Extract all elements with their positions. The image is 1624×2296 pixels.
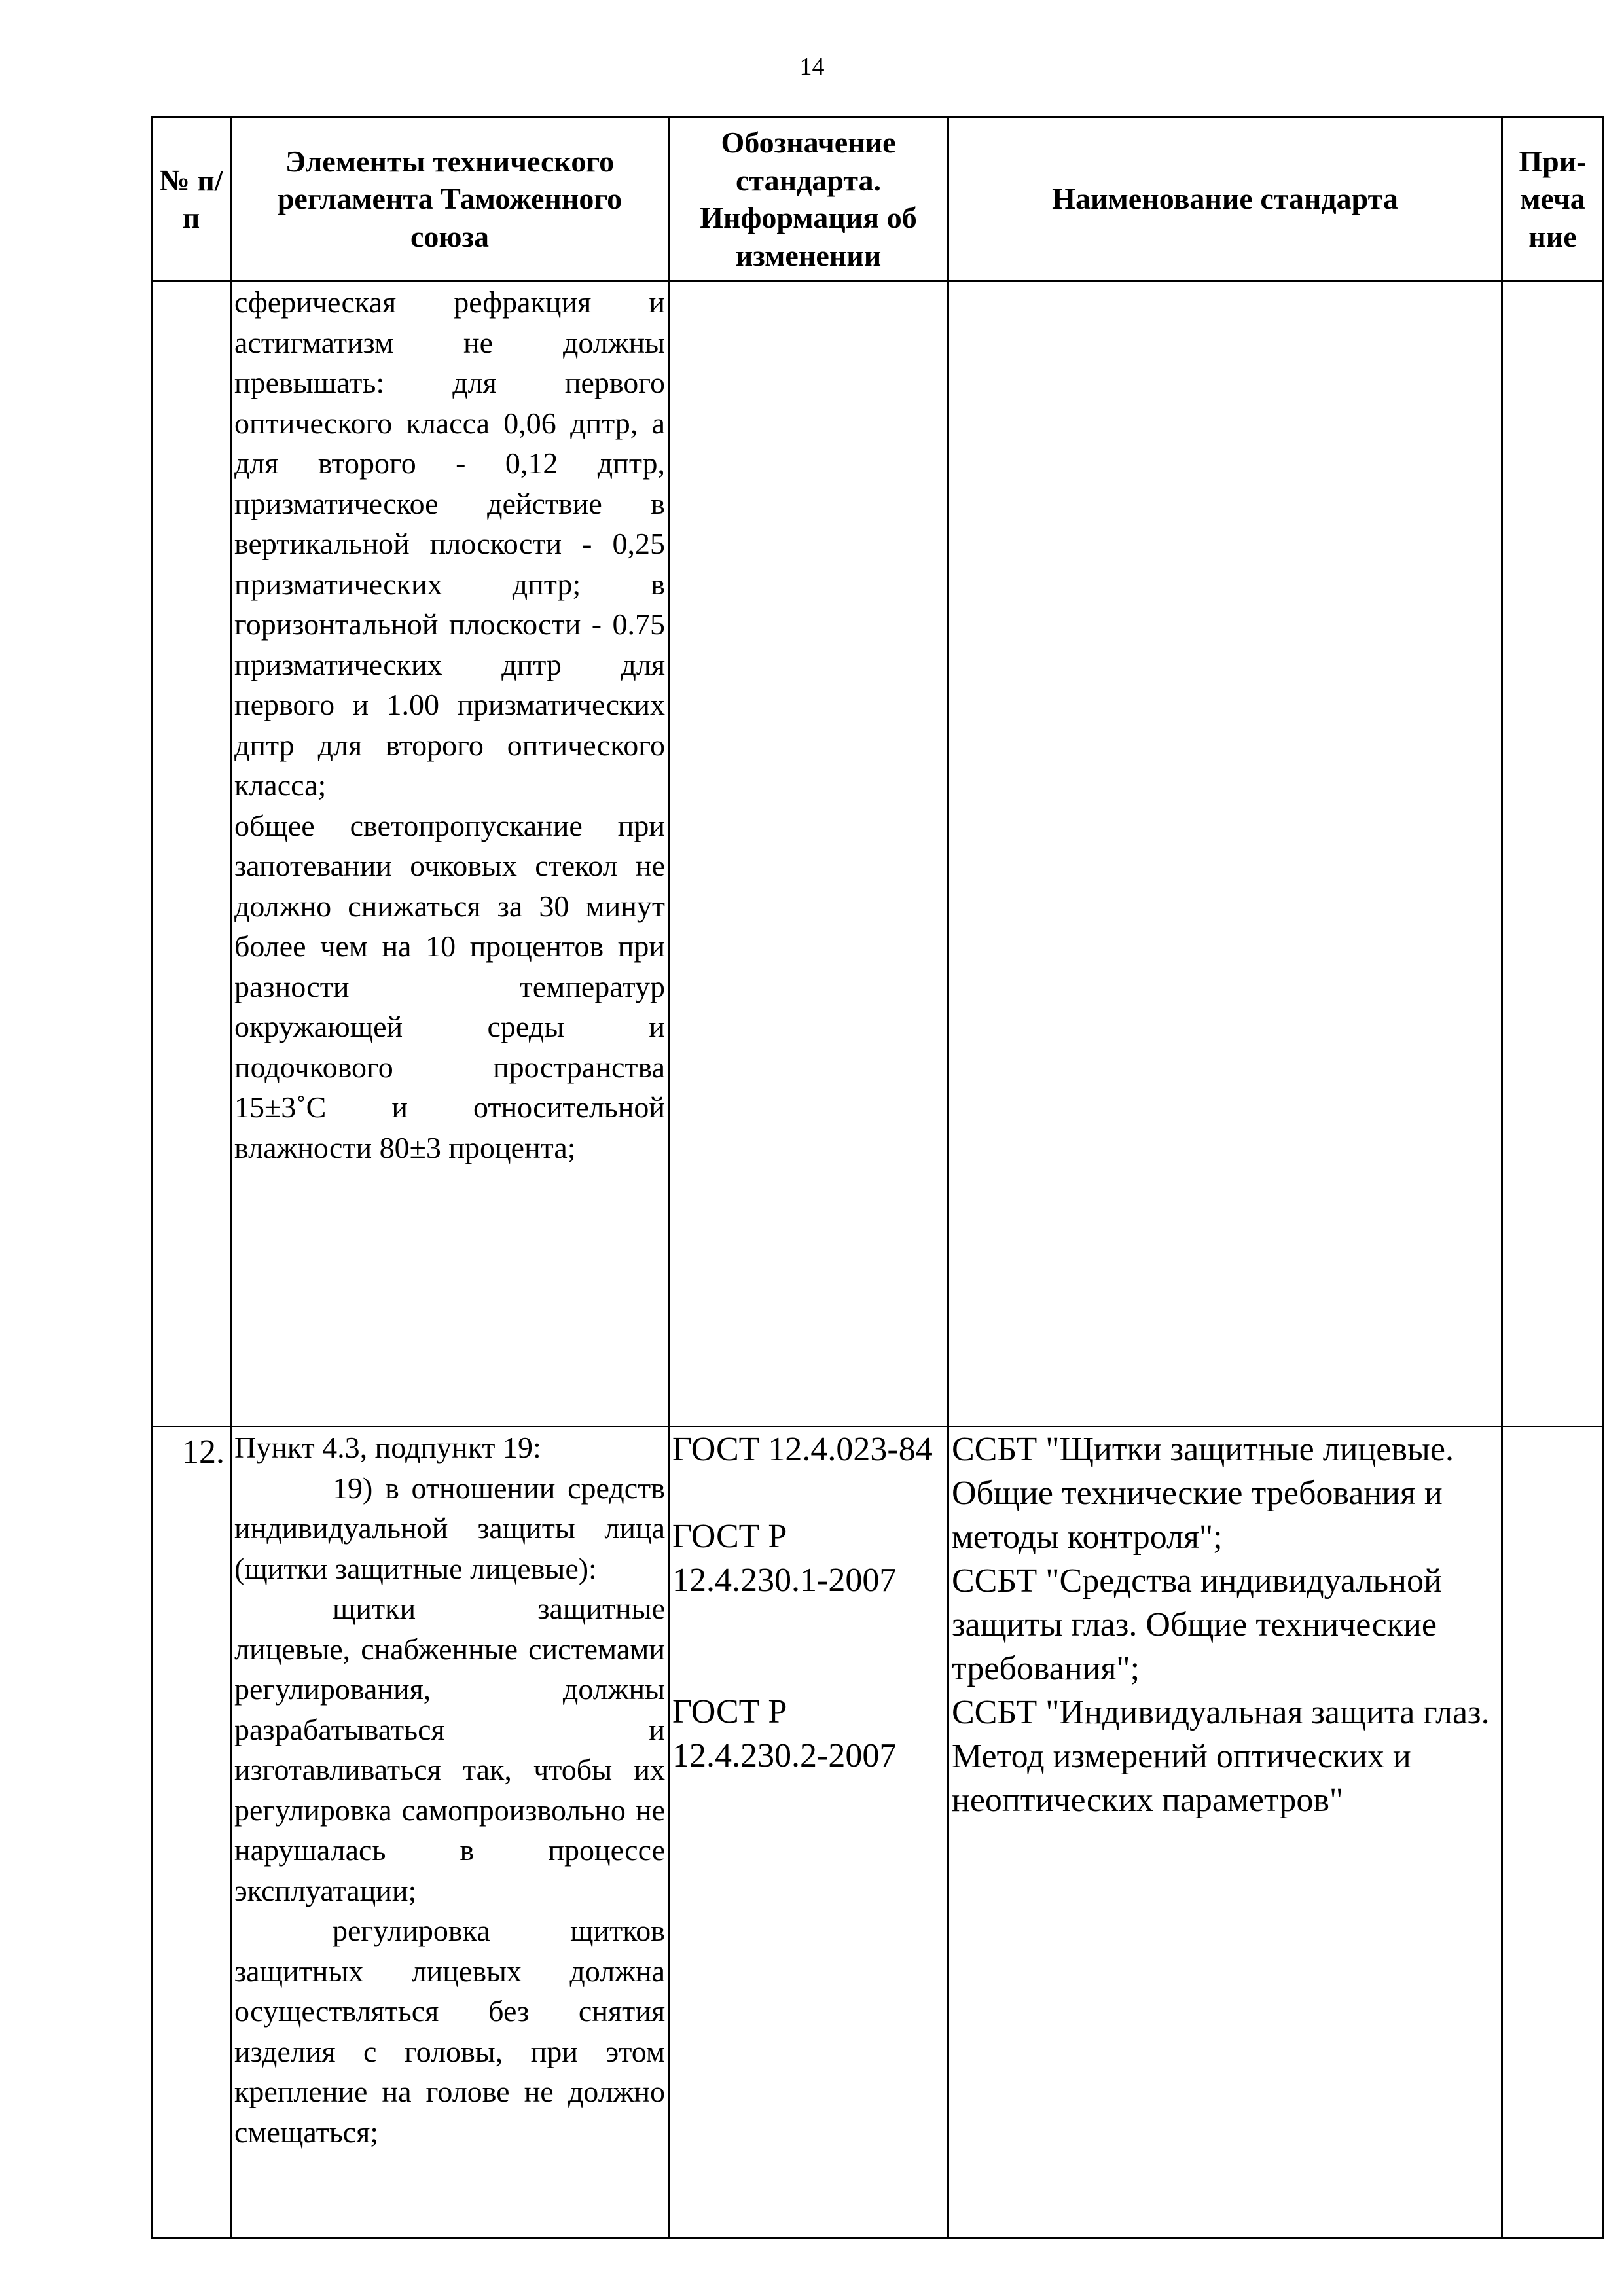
cell-note bbox=[1502, 1427, 1604, 2238]
header-standard-name: Наименование стандарта bbox=[948, 117, 1502, 281]
standard-name-item: ССБТ "Средства индивидуальной защиты глаз. Общие технические требования"; bbox=[952, 1562, 1442, 1687]
table-header-row bbox=[152, 117, 1604, 281]
cell-elements bbox=[231, 1427, 669, 2238]
cell-number bbox=[152, 281, 231, 1427]
cell-number: 12. bbox=[152, 1427, 231, 2238]
header-note: При-меча ние bbox=[1502, 117, 1604, 281]
elements-paragraph: общее светопропускание при запотевании очковых стекол не должно снижаться за 30 минут более чем на 10 процентов при разности температур окружающей среды и подочкового пространства 15±3˚С и относительной влажности 80±3 процента; bbox=[234, 808, 665, 1164]
elements-paragraph: сферическая рефракция и астигматизм не должны превышать: для первого оптического класса 0,06 дптр, а для второго - 0,12 дптр, призматическое действие в вертикальной плоскости - 0,25 призматических дптр; в горизонтальной плоскости - 0.75 призматических дптр для первого и 1.00 призматических дптр для второго оптического класса; bbox=[234, 285, 665, 802]
cell-standard-name bbox=[948, 281, 1502, 1427]
header-elements: Элементы технического регламента Таможенного союза bbox=[231, 117, 669, 281]
table-row bbox=[152, 281, 1604, 1427]
designation-item: ГОСТ Р 12.4.230.2-2007 bbox=[672, 1693, 897, 1774]
elements-paragraph: 19) в отношении средств индивидуальной защиты лица (щитки защитные лицевые): bbox=[234, 1471, 665, 1585]
designation-item: ГОСТ Р 12.4.230.1-2007 bbox=[672, 1518, 897, 1599]
header-number: № п/п bbox=[152, 117, 231, 281]
header-designation: Обозначение стандарта. Информация об изменении bbox=[669, 117, 948, 281]
standard-name-item: ССБТ "Индивидуальная защита глаз. Метод измерений оптических и неоптических параметров" bbox=[952, 1694, 1490, 1819]
designation-item: ГОСТ 12.4.023-84 bbox=[672, 1431, 933, 1468]
cell-designation bbox=[669, 281, 948, 1427]
elements-paragraph: Пункт 4.3, подпункт 19: bbox=[234, 1431, 541, 1464]
table-row bbox=[152, 1427, 1604, 2238]
page-number: 14 bbox=[799, 53, 825, 81]
cell-note bbox=[1502, 281, 1604, 1427]
standard-name-item: ССБТ "Щитки защитные лицевые. Общие технические требования и методы контроля"; bbox=[952, 1431, 1454, 1556]
cell-designation bbox=[669, 1427, 948, 2238]
elements-paragraph: щитки защитные лицевые, снабженные системами регулирования, должны разрабатываться и изготавливаться так, чтобы их регулировка самопроизвольно не нарушалась в процессе эксплуатации; bbox=[234, 1592, 665, 1907]
cell-standard-name bbox=[948, 1427, 1502, 2238]
elements-paragraph: регулировка щитков защитных лицевых должна осуществляться без снятия изделия с головы, при этом крепление на голове не должно смещаться; bbox=[234, 1914, 665, 2149]
cell-elements bbox=[231, 281, 669, 1427]
standards-table bbox=[151, 116, 1604, 2239]
